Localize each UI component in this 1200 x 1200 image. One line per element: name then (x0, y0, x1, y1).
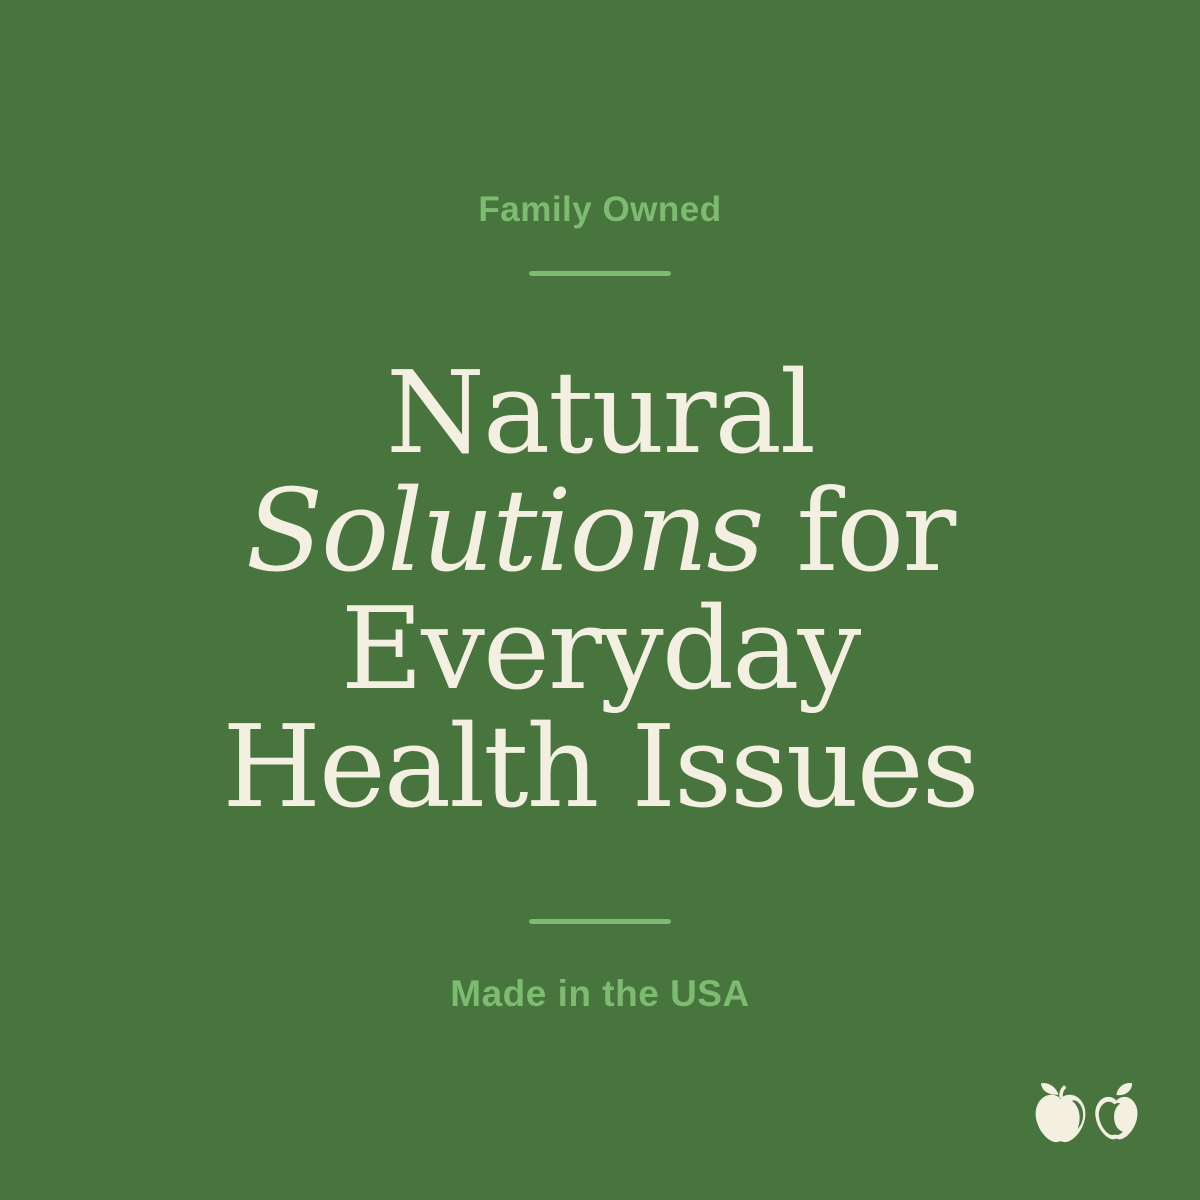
headline-line-3: Everyday (340, 583, 860, 715)
headline-line-4: Health Issues (222, 701, 978, 833)
apple-slice-icon (1095, 1083, 1137, 1139)
headline-line-2-italic: Solutions (245, 465, 763, 597)
divider-bottom (529, 919, 671, 924)
headline-line-2 (0, 465, 1200, 597)
apple-solid-icon (1036, 1083, 1086, 1142)
headline (0, 347, 1200, 833)
divider-top (529, 271, 671, 276)
headline-line-1: Natural (386, 347, 814, 479)
made-in-usa-label: Made in the USA (450, 973, 750, 1014)
family-owned-label: Family Owned (478, 190, 722, 229)
two-apples-logo-icon (1029, 1078, 1147, 1150)
headline-line-2-rest: for (762, 465, 955, 597)
